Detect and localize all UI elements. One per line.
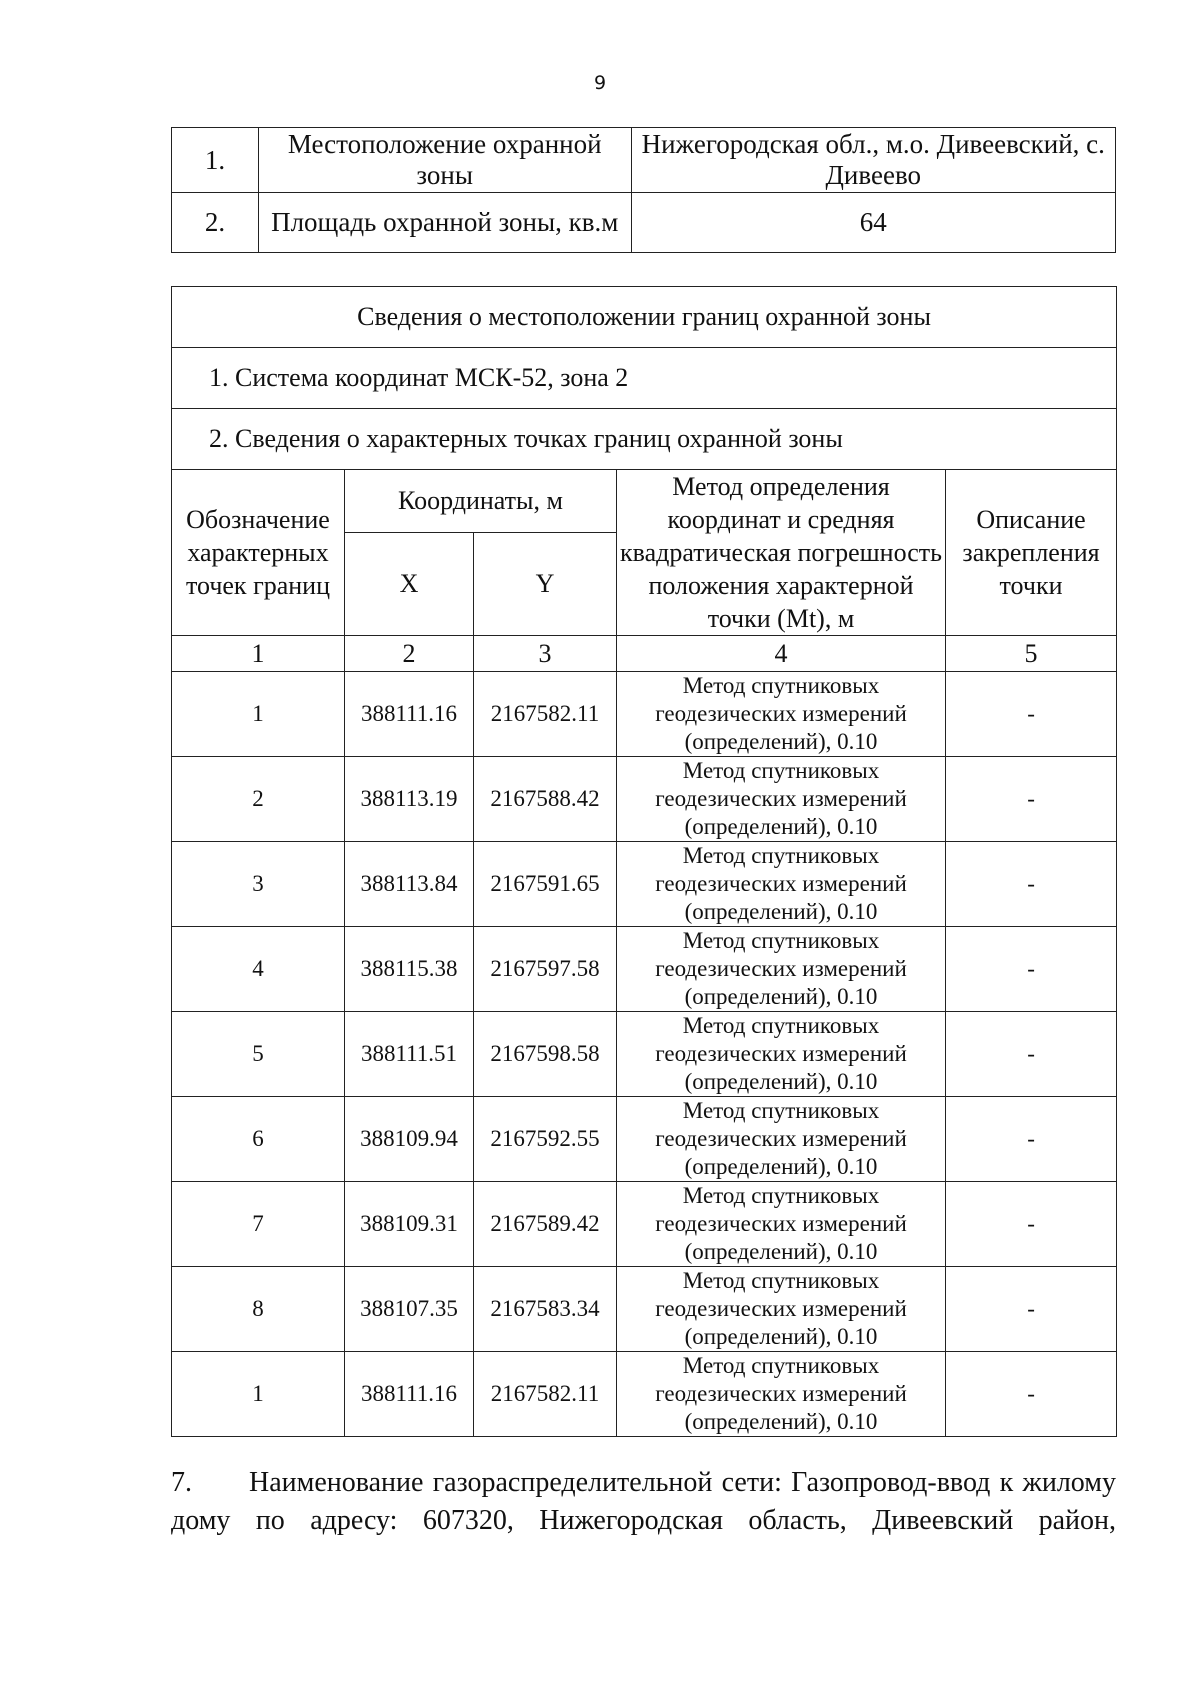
coord-x: 388113.84 [345,842,474,927]
coord-y: 2167591.65 [474,842,617,927]
column-number: 3 [474,636,617,672]
table-title: Сведения о местоположении границ охранной зоны [172,287,1117,348]
table-row [172,193,1116,253]
coord-y: 2167588.42 [474,757,617,842]
point-description: - [946,672,1117,757]
header-method: Метод определения координат и средняя квадратическая погрешность положения характерной точки (Mt), м [617,470,946,636]
table-row [172,672,1117,757]
column-number: 1 [172,636,345,672]
point-description: - [946,1182,1117,1267]
table-row [172,757,1117,842]
point-designation: 3 [172,842,345,927]
zone-summary-table [171,127,1116,253]
method-cell: Метод спутниковых геодезических измерений (определений), 0.10 [617,1182,946,1267]
coord-y: 2167589.42 [474,1182,617,1267]
coord-x: 388107.35 [345,1267,474,1352]
paragraph-number: 7. [171,1467,192,1498]
point-description: - [946,1267,1117,1352]
paragraph-7 [171,1464,1116,1540]
coord-y: 2167592.55 [474,1097,617,1182]
row-number: 2. [172,193,259,253]
table-row [172,1012,1117,1097]
table-row [172,1182,1117,1267]
point-designation: 2 [172,757,345,842]
coord-x: 388109.94 [345,1097,474,1182]
point-designation: 6 [172,1097,345,1182]
point-description: - [946,1097,1117,1182]
row-value: Нижегородская обл., м.о. Дивеевский, с. Дивеево [631,128,1115,193]
column-number: 5 [946,636,1117,672]
paragraph-text: Наименование газораспределительной сети: Газопровод-ввод к жилому дому по адресу: 607320, Нижегородская область, Дивеевский район, [171,1467,1116,1536]
coord-y: 2167598.58 [474,1012,617,1097]
boundary-points-table [171,286,1117,1437]
row-value: 64 [631,193,1115,253]
method-cell: Метод спутниковых геодезических измерений (определений), 0.10 [617,1012,946,1097]
table-row [172,128,1116,193]
point-designation: 7 [172,1182,345,1267]
coord-y: 2167583.34 [474,1267,617,1352]
method-cell: Метод спутниковых геодезических измерений (определений), 0.10 [617,1097,946,1182]
point-description: - [946,757,1117,842]
coordinate-system: 1. Система координат МСК-52, зона 2 [172,348,1117,409]
point-designation: 1 [172,672,345,757]
coord-x: 388113.19 [345,757,474,842]
method-cell: Метод спутниковых геодезических измерений (определений), 0.10 [617,842,946,927]
column-number: 4 [617,636,946,672]
coord-x: 388111.51 [345,1012,474,1097]
method-cell: Метод спутниковых геодезических измерений (определений), 0.10 [617,1352,946,1437]
points-heading: 2. Сведения о характерных точках границ охранной зоны [172,409,1117,470]
coord-x: 388109.31 [345,1182,474,1267]
coord-y: 2167582.11 [474,1352,617,1437]
header-y: Y [474,532,617,636]
table-row [172,1267,1117,1352]
header-description: Описание закрепления точки [946,470,1117,636]
row-label: Площадь охранной зоны, кв.м [258,193,631,253]
point-designation: 4 [172,927,345,1012]
method-cell: Метод спутниковых геодезических измерений (определений), 0.10 [617,757,946,842]
coord-x: 388115.38 [345,927,474,1012]
point-designation: 8 [172,1267,345,1352]
table-row [172,1352,1117,1437]
header-x: X [345,532,474,636]
coord-x: 388111.16 [345,1352,474,1437]
header-designation: Обозначение характерных точек границ [172,470,345,636]
point-description: - [946,1012,1117,1097]
column-number: 2 [345,636,474,672]
table-row [172,927,1117,1012]
header-coordinates: Координаты, м [345,470,617,533]
method-cell: Метод спутниковых геодезических измерений (определений), 0.10 [617,672,946,757]
point-description: - [946,927,1117,1012]
page-number: 9 [593,72,607,94]
method-cell: Метод спутниковых геодезических измерений (определений), 0.10 [617,927,946,1012]
table-row [172,1097,1117,1182]
coord-y: 2167597.58 [474,927,617,1012]
row-label: Местоположение охранной зоны [258,128,631,193]
method-cell: Метод спутниковых геодезических измерений (определений), 0.10 [617,1267,946,1352]
coord-y: 2167582.11 [474,672,617,757]
point-designation: 1 [172,1352,345,1437]
point-designation: 5 [172,1012,345,1097]
row-number: 1. [172,128,259,193]
point-description: - [946,1352,1117,1437]
coord-x: 388111.16 [345,672,474,757]
table-row [172,842,1117,927]
point-description: - [946,842,1117,927]
